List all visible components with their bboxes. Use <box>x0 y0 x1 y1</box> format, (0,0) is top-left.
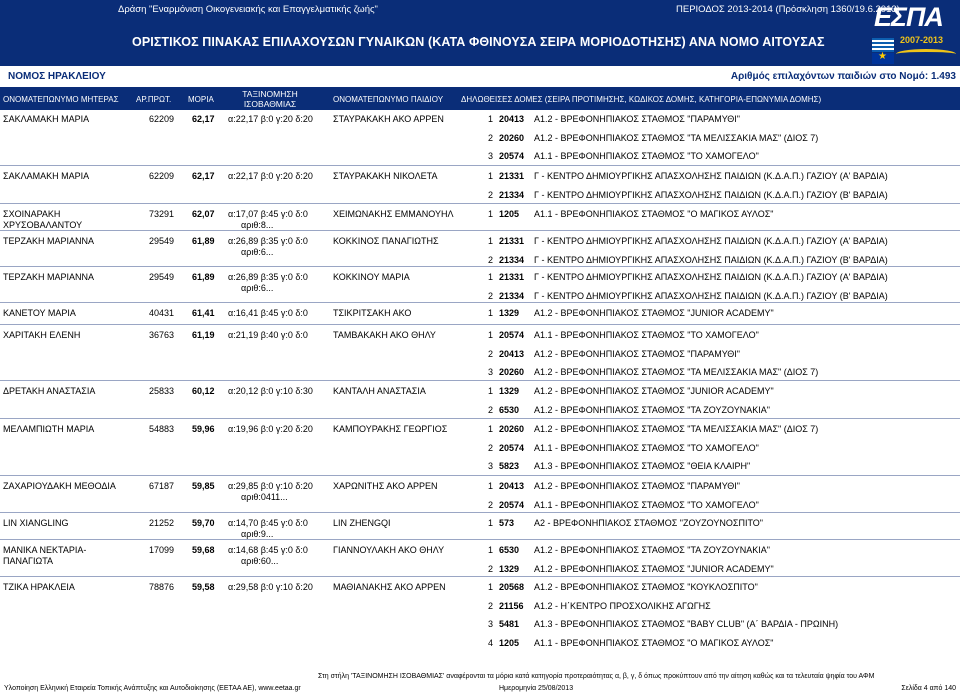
header-child: ΟΝΟΜΑΤΕΠΩΝΥΜΟ ΠΑΙΔΙΟΥ <box>333 95 444 104</box>
children-count: Αριθμός επιλαχόντων παιδιών στο Νομό: 1.493 <box>730 71 956 82</box>
structure-code: 20413 <box>499 481 525 491</box>
structure-code: 6530 <box>499 545 520 555</box>
prefecture-name: ΝΟΜΟΣ ΗΡΑΚΛΕΙΟΥ <box>8 71 106 82</box>
structure-preference: 2 <box>488 189 494 200</box>
child-name: LIN ZHENGQI <box>333 518 391 528</box>
header-taxinomisi-line2: ΙΣΟΒΑΘΜΙΑΣ <box>243 99 297 109</box>
structure-name: Γ - ΚΕΝΤΡΟ ΔΗΜΙΟΥΡΓΙΚΗΣ ΑΠΑΣΧΟΛΗΣΗΣ ΠΑΙΔΙΩΝ (Κ.Δ.Α.Π.) ΓΑΖΙΟΥ (Α' ΒΑΡΔΙΑ) <box>534 272 888 282</box>
tie-break-info: αριθ:60... <box>241 556 279 566</box>
structure-code: 20568 <box>499 582 525 592</box>
structure-preference: 1 <box>488 424 494 434</box>
footer-page-number: Σελίδα 4 από 140 <box>901 685 956 692</box>
structure-name: Α1.1 - ΒΡΕΦΟΝΗΠΙΑΚΟΣ ΣΤΑΘΜΟΣ "Ο ΜΑΓΙΚΟΣ ΑΥΛΟΣ" <box>534 209 774 219</box>
structure-name: Α1.2 - Η΄ΚΕΝΤΡΟ ΠΡΟΣΧΟΛΙΚΗΣ ΑΓΩΓΗΣ <box>534 600 711 611</box>
structure-name: Α1.2 - ΒΡΕΦΟΝΗΠΙΑΚΟΣ ΣΤΑΘΜΟΣ "ΠΑΡΑΜΥΘΙ" <box>534 348 740 359</box>
structure-preference: 2 <box>488 132 494 143</box>
protocol-number: 25833 <box>149 386 175 396</box>
structure-preference: 1 <box>488 386 494 396</box>
row-divider <box>0 165 960 166</box>
moria-score: 61,89 <box>192 272 215 282</box>
structure-code: 1205 <box>499 209 520 219</box>
structure-code: 21331 <box>499 236 525 246</box>
mother-name: ΣΑΚΛΑΜΑΚΗ ΜΑΡΙΑ <box>3 114 90 124</box>
mother-name: LIN XIANGLING <box>3 518 69 528</box>
tie-break-info: αριθ:8... <box>241 220 274 230</box>
row-divider <box>0 576 960 577</box>
header-protocol: ΑΡ.ΠΡΩΤ. <box>136 95 172 104</box>
row-divider <box>0 539 960 540</box>
header-mother: ΟΝΟΜΑΤΕΠΩΝΥΜΟ ΜΗΤΕΡΑΣ <box>3 95 119 104</box>
child-name: ΧΑΡΩΝΙΤΗΣ ΑΚΟ ΑΡΡΕΝ <box>333 481 438 491</box>
tie-break-info: α:21,19 β:40 γ:0 δ:0 <box>228 330 308 340</box>
espa-logo-years: 2007-2013 <box>900 35 944 45</box>
structure-code: 20260 <box>499 132 525 143</box>
mother-name: ΔΡΕΤΑΚΗ ΑΝΑΣΤΑΣΙΑ <box>3 386 96 396</box>
eu-flag-icon: ★ <box>872 53 894 64</box>
moria-score: 59,96 <box>192 424 215 434</box>
structure-preference: 2 <box>488 254 494 265</box>
header-taxinomisi-line1: ΤΑΞΙΝΟΜΗΣΗ <box>242 89 298 99</box>
structure-preference: 3 <box>488 367 494 378</box>
structure-preference: 2 <box>488 563 494 574</box>
structure-name: Α1.2 - ΒΡΕΦΟΝΗΠΙΑΚΟΣ ΣΤΑΘΜΟΣ "JUNIOR ACADEMY" <box>534 386 774 396</box>
document-title: ΟΡΙΣΤΙΚΟΣ ΠΙΝΑΚΑΣ ΕΠΙΛΑΧΟΥΣΩΝ ΓΥΝΑΙΚΩΝ (ΚΑΤΑ ΦΘΙΝΟΥΣΑ ΣΕΙΡΑ ΜΟΡΙΟΔΟΤΗΣΗΣ) ΑΝΑ ΝΟΜΟ ΑΙΤΟΥΣΑΣ <box>132 35 825 49</box>
structure-name: Α1.1 - ΒΡΕΦΟΝΗΠΙΑΚΟΣ ΣΤΑΘΜΟΣ "ΤΟ ΧΑΜΟΓΕΛΟ" <box>534 442 759 453</box>
tie-break-info: α:26,89 β:35 γ:0 δ:0 <box>228 272 308 282</box>
header-structures: ΔΗΛΩΘΕΙΣΕΣ ΔΟΜΕΣ (ΣΕΙΡΑ ΠΡΟΤΙΜΗΣΗΣ, ΚΩΔΙΚΟΣ ΔΟΜΗΣ, ΚΑΤΗΓΟΡΙΑ-ΕΠΩΝΥΜΙΑ ΔΟΜΗΣ) <box>461 95 822 104</box>
structure-preference: 1 <box>488 114 494 124</box>
moria-score: 60,12 <box>192 386 215 396</box>
mother-name: ΜΑΝΙΚΑ ΝΕΚΤΑΡΙΑ- <box>3 545 87 555</box>
tie-break-info: αριθ:6... <box>241 283 274 293</box>
structure-name: Α1.2 - ΒΡΕΦΟΝΗΠΙΑΚΟΣ ΣΤΑΘΜΟΣ "ΠΑΡΑΜΥΘΙ" <box>534 114 740 124</box>
mother-name: ΜΕΛΑΜΠΙΩΤΗ ΜΑΡΙΑ <box>3 424 95 434</box>
structure-preference: 3 <box>488 151 494 162</box>
header-moria: ΜΟΡΙΑ <box>188 95 214 104</box>
structure-code: 1329 <box>499 386 520 396</box>
mother-name: ΣΧΟΙΝΑΡΑΚΗ <box>3 209 61 219</box>
tie-break-info: α:29,85 β:0 γ:10 δ:20 <box>228 481 313 491</box>
structure-code: 21334 <box>499 189 525 200</box>
tie-break-info: α:14,68 β:45 γ:0 δ:0 <box>228 545 308 555</box>
row-divider <box>0 380 960 381</box>
tie-break-info: αριθ:9... <box>241 529 274 539</box>
structure-preference: 2 <box>488 499 494 510</box>
child-name: ΚΑΝΤΑΛΗ ΑΝΑΣΤΑΣΙΑ <box>333 386 426 396</box>
protocol-number: 29549 <box>149 272 175 282</box>
structure-code: 21334 <box>499 254 525 265</box>
structure-preference: 2 <box>488 600 494 611</box>
structure-code: 20413 <box>499 114 525 124</box>
row-divider <box>0 266 960 267</box>
child-name: ΤΑΜΒΑΚΑΚΗ ΑΚΟ ΘΗΛΥ <box>333 330 436 340</box>
structure-name: Α1.2 - ΒΡΕΦΟΝΗΠΙΑΚΟΣ ΣΤΑΘΜΟΣ "JUNIOR ACADEMY" <box>534 563 774 574</box>
structure-code: 20574 <box>499 330 525 340</box>
mother-name: ΤΕΡΖΑΚΗ ΜΑΡΙΑΝΝΑ <box>3 236 95 246</box>
child-name: ΧΕΙΜΩΝΑΚΗΣ ΕΜΜΑΝΟΥΗΛ <box>333 209 454 219</box>
protocol-number: 40431 <box>149 308 175 318</box>
structure-code: 20413 <box>499 348 525 359</box>
tie-break-info: α:29,58 β:0 γ:10 δ:20 <box>228 582 313 592</box>
child-name: ΜΑΘΙΑΝΑΚΗΣ ΑΚΟ ΑΡΡΕΝ <box>333 582 446 592</box>
structure-name: Γ - ΚΕΝΤΡΟ ΔΗΜΙΟΥΡΓΙΚΗΣ ΑΠΑΣΧΟΛΗΣΗΣ ΠΑΙΔΙΩΝ (Κ.Δ.Α.Π.) ΓΑΖΙΟΥ (Α' ΒΑΡΔΙΑ) <box>534 236 888 246</box>
structure-name: Α1.1 - ΒΡΕΦΟΝΗΠΙΑΚΟΣ ΣΤΑΘΜΟΣ "ΤΟ ΧΑΜΟΓΕΛΟ" <box>534 499 759 510</box>
tie-break-info: α:22,17 β:0 γ:20 δ:20 <box>228 171 313 181</box>
structure-name: Α1.3 - ΒΡΕΦΟΝΗΠΙΑΚΟΣ ΣΤΑΘΜΟΣ "BABY CLUB" (Α΄ ΒΑΡΔΙΑ - ΠΡΩΙΝΗ) <box>534 619 839 630</box>
row-divider <box>0 324 960 325</box>
protocol-number: 17099 <box>149 545 175 555</box>
moria-score: 61,89 <box>192 236 215 246</box>
structure-code: 5823 <box>499 461 520 472</box>
moria-score: 61,41 <box>192 308 215 318</box>
structure-name: Γ - ΚΕΝΤΡΟ ΔΗΜΙΟΥΡΓΙΚΗΣ ΑΠΑΣΧΟΛΗΣΗΣ ΠΑΙΔΙΩΝ (Κ.Δ.Α.Π.) ΓΑΖΙΟΥ (Α' ΒΑΡΔΙΑ) <box>534 171 888 181</box>
structure-preference: 2 <box>488 442 494 453</box>
structure-preference: 1 <box>488 481 494 491</box>
child-name: ΓΙΑΝΝΟΥΛΑΚΗ ΑΚΟ ΘΗΛΥ <box>333 545 445 555</box>
protocol-number: 62209 <box>149 114 175 124</box>
structure-name: Α1.2 - ΒΡΕΦΟΝΗΠΙΑΚΟΣ ΣΤΑΘΜΟΣ "ΚΟΥΚΛΟΣΠΙΤΟ" <box>534 582 758 592</box>
child-name: ΣΤΑΥΡΑΚΑΚΗ ΝΙΚΟΛΕΤΑ <box>333 171 438 181</box>
structure-preference: 2 <box>488 348 494 359</box>
row-divider <box>0 512 960 513</box>
structure-preference: 1 <box>488 545 494 555</box>
protocol-number: 54883 <box>149 424 175 434</box>
tie-break-info: α:17,07 β:45 γ:0 δ:0 <box>228 209 308 219</box>
mother-name-line2: ΧΡΥΣΟΒΑΛΑΝΤΟΥ <box>3 220 83 230</box>
espa-logo-text: ΕΣΠΑ <box>874 2 943 32</box>
mother-name: ΤΖΙΚΑ ΗΡΑΚΛΕΙΑ <box>3 582 75 592</box>
row-divider <box>0 418 960 419</box>
structure-name: Α1.1 - ΒΡΕΦΟΝΗΠΙΑΚΟΣ ΣΤΑΘΜΟΣ "Ο ΜΑΓΙΚΟΣ ΑΥΛΟΣ" <box>534 637 774 648</box>
tie-break-info: α:19,96 β:0 γ:20 δ:20 <box>228 424 313 434</box>
structure-name: Α1.2 - ΒΡΕΦΟΝΗΠΙΑΚΟΣ ΣΤΑΘΜΟΣ "ΠΑΡΑΜΥΘΙ" <box>534 481 740 491</box>
period-label: ΠΕΡΙΟΔΟΣ 2013-2014 (Πρόσκληση 1360/19.6.2013) <box>676 4 900 15</box>
structure-code: 1329 <box>499 563 520 574</box>
structure-preference: 1 <box>488 171 494 181</box>
moria-score: 59,68 <box>192 545 215 555</box>
structure-preference: 4 <box>488 637 494 648</box>
moria-score: 62,07 <box>192 209 215 219</box>
structure-name: Α1.2 - ΒΡΕΦΟΝΗΠΙΑΚΟΣ ΣΤΑΘΜΟΣ "ΤΑ ΜΕΛΙΣΣΑΚΙΑ ΜΑΣ" (ΔΙΟΣ 7) <box>534 424 819 434</box>
structure-code: 20574 <box>499 442 525 453</box>
row-divider <box>0 203 960 204</box>
structure-name: Α1.2 - ΒΡΕΦΟΝΗΠΙΑΚΟΣ ΣΤΑΘΜΟΣ "ΤΑ ΜΕΛΙΣΣΑΚΙΑ ΜΑΣ" (ΔΙΟΣ 7) <box>534 367 819 378</box>
structure-preference: 1 <box>488 209 494 219</box>
mother-name-line2: ΠΑΝΑΓΙΩΤΑ <box>3 556 54 566</box>
child-name: ΤΣΙΚΡΙΤΣΑΚΗ ΑΚΟ <box>333 308 412 318</box>
child-name: ΣΤΑΥΡΑΚΑΚΗ ΑΚΟ ΑΡΡΕΝ <box>333 114 444 124</box>
protocol-number: 29549 <box>149 236 175 246</box>
footer-date: Ημερομηνία 25/08/2013 <box>499 685 574 692</box>
structure-code: 20574 <box>499 499 525 510</box>
moria-score: 59,58 <box>192 582 215 592</box>
structure-code: 1205 <box>499 637 520 648</box>
protocol-number: 36763 <box>149 330 175 340</box>
child-name: ΚΟΚΚΙΝΟΥ ΜΑΡΙΑ <box>333 272 410 282</box>
structure-preference: 1 <box>488 272 494 282</box>
structure-code: 6530 <box>499 404 520 415</box>
mother-name: ΤΕΡΖΑΚΗ ΜΑΡΙΑΝΝΑ <box>3 272 95 282</box>
moria-score: 59,70 <box>192 518 215 528</box>
moria-score: 61,19 <box>192 330 215 340</box>
structure-name: Α1.2 - ΒΡΕΦΟΝΗΠΙΑΚΟΣ ΣΤΑΘΜΟΣ "JUNIOR ACADEMY" <box>534 308 774 318</box>
structure-code: 21156 <box>499 600 524 611</box>
structure-code: 21334 <box>499 290 525 301</box>
structure-preference: 2 <box>488 290 494 301</box>
structure-preference: 3 <box>488 619 494 630</box>
structure-code: 1329 <box>499 308 520 318</box>
structure-code: 20260 <box>499 367 525 378</box>
row-divider <box>0 302 960 303</box>
tie-break-info: α:16,41 β:45 γ:0 δ:0 <box>228 308 308 318</box>
structure-code: 21331 <box>499 171 525 181</box>
mother-name: ΖΑΧΑΡΙΟΥΔΑΚΗ ΜΕΘΟΔΙΑ <box>3 481 116 491</box>
structure-code: 20574 <box>499 151 525 162</box>
moria-score: 62,17 <box>192 171 215 181</box>
moria-score: 59,85 <box>192 481 215 491</box>
protocol-number: 67187 <box>149 481 175 491</box>
structure-preference: 3 <box>488 461 494 472</box>
moria-score: 62,17 <box>192 114 215 124</box>
structure-preference: 1 <box>488 582 494 592</box>
footer-implementation: Υλοποίηση Ελληνική Εταιρεία Τοπικής Ανάπτυξης και Αυτοδιοίκησης (ΕΕΤΑΑ ΑΕ), www.eetaa.gr <box>4 685 301 692</box>
structure-name: Γ - ΚΕΝΤΡΟ ΔΗΜΙΟΥΡΓΙΚΗΣ ΑΠΑΣΧΟΛΗΣΗΣ ΠΑΙΔΙΩΝ (Κ.Δ.Α.Π.) ΓΑΖΙΟΥ (Β' ΒΑΡΔΙΑ) <box>534 189 888 200</box>
structure-code: 5481 <box>499 619 520 630</box>
mother-name: ΣΑΚΛΑΜΑΚΗ ΜΑΡΙΑ <box>3 171 90 181</box>
tie-break-info: αριθ:0411... <box>241 492 288 502</box>
tie-break-info: α:26,89 β:35 γ:0 δ:0 <box>228 236 308 246</box>
protocol-number: 21252 <box>149 518 175 528</box>
row-divider <box>0 230 960 231</box>
footer-note: Στη στήλη 'ΤΑΞΙΝΟΜΗΣΗ ΙΣΟΒΑΘΜΙΑΣ' αναφέρονται τα μόρια κατά κατηγορία προτεραιότητας α, β, γ, δ όπως προκύπτουν από την αίτηση καθώς και τα τελευταία ψηφία του ΑΦΜ <box>318 673 875 680</box>
structure-name: Α1.2 - ΒΡΕΦΟΝΗΠΙΑΚΟΣ ΣΤΑΘΜΟΣ "ΤΑ ΖΟΥΖΟΥΝΑΚΙΑ" <box>534 404 770 415</box>
tie-break-info: α:22,17 β:0 γ:20 δ:20 <box>228 114 313 124</box>
structure-name: Α2 - ΒΡΕΦΟΝΗΠΙΑΚΟΣ ΣΤΑΘΜΟΣ "ΖΟΥΖΟΥΝΟΣΠΙΤΟ" <box>534 518 763 528</box>
tie-break-info: αριθ:6... <box>241 247 274 257</box>
mother-name: ΧΑΡΙΤΑΚΗ ΕΛΕΝΗ <box>3 330 81 340</box>
structure-name: Α1.1 - ΒΡΕΦΟΝΗΠΙΑΚΟΣ ΣΤΑΘΜΟΣ "ΤΟ ΧΑΜΟΓΕΛΟ" <box>534 151 759 162</box>
protocol-number: 78876 <box>149 582 175 592</box>
structure-name: Α1.2 - ΒΡΕΦΟΝΗΠΙΑΚΟΣ ΣΤΑΘΜΟΣ "ΤΑ ΜΕΛΙΣΣΑΚΙΑ ΜΑΣ" (ΔΙΟΣ 7) <box>534 132 819 143</box>
structure-name: Γ - ΚΕΝΤΡΟ ΔΗΜΙΟΥΡΓΙΚΗΣ ΑΠΑΣΧΟΛΗΣΗΣ ΠΑΙΔΙΩΝ (Κ.Δ.Α.Π.) ΓΑΖΙΟΥ (Β' ΒΑΡΔΙΑ) <box>534 290 888 301</box>
structure-preference: 1 <box>488 308 494 318</box>
structure-name: Α1.1 - ΒΡΕΦΟΝΗΠΙΑΚΟΣ ΣΤΑΘΜΟΣ "ΤΟ ΧΑΜΟΓΕΛΟ" <box>534 330 759 340</box>
child-name: ΚΟΚΚΙΝΟΣ ΠΑΝΑΓΙΩΤΗΣ <box>333 236 439 246</box>
structure-preference: 1 <box>488 236 494 246</box>
structure-name: Α1.3 - ΒΡΕΦΟΝΗΠΙΑΚΟΣ ΣΤΑΘΜΟΣ "ΘΕΙΑ ΚΛΑΙΡΗ" <box>534 461 751 472</box>
structure-preference: 2 <box>488 404 494 415</box>
protocol-number: 62209 <box>149 171 175 181</box>
tie-break-info: α:14,70 β:45 γ:0 δ:0 <box>228 518 308 528</box>
structure-preference: 1 <box>488 330 494 340</box>
structure-code: 573 <box>499 518 515 528</box>
row-divider <box>0 475 960 476</box>
structure-code: 21331 <box>499 272 525 282</box>
structure-preference: 1 <box>488 518 494 528</box>
structure-code: 20260 <box>499 424 525 434</box>
structure-name: Α1.2 - ΒΡΕΦΟΝΗΠΙΑΚΟΣ ΣΤΑΘΜΟΣ "ΤΑ ΖΟΥΖΟΥΝΑΚΙΑ" <box>534 545 770 555</box>
mother-name: ΚΑΝΕΤΟΥ ΜΑΡΙΑ <box>3 308 76 318</box>
protocol-number: 73291 <box>149 209 175 219</box>
tie-break-info: α:20,12 β:0 γ:10 δ:30 <box>228 386 313 396</box>
project-name: Δράση "Εναρμόνιση Οικογενειακής και Επαγγελματικής ζωής" <box>118 4 378 15</box>
structure-name: Γ - ΚΕΝΤΡΟ ΔΗΜΙΟΥΡΓΙΚΗΣ ΑΠΑΣΧΟΛΗΣΗΣ ΠΑΙΔΙΩΝ (Κ.Δ.Α.Π.) ΓΑΖΙΟΥ (Β' ΒΑΡΔΙΑ) <box>534 254 888 265</box>
child-name: ΚΑΜΠΟΥΡΑΚΗΣ ΓΕΩΡΓΙΟΣ <box>333 424 448 434</box>
